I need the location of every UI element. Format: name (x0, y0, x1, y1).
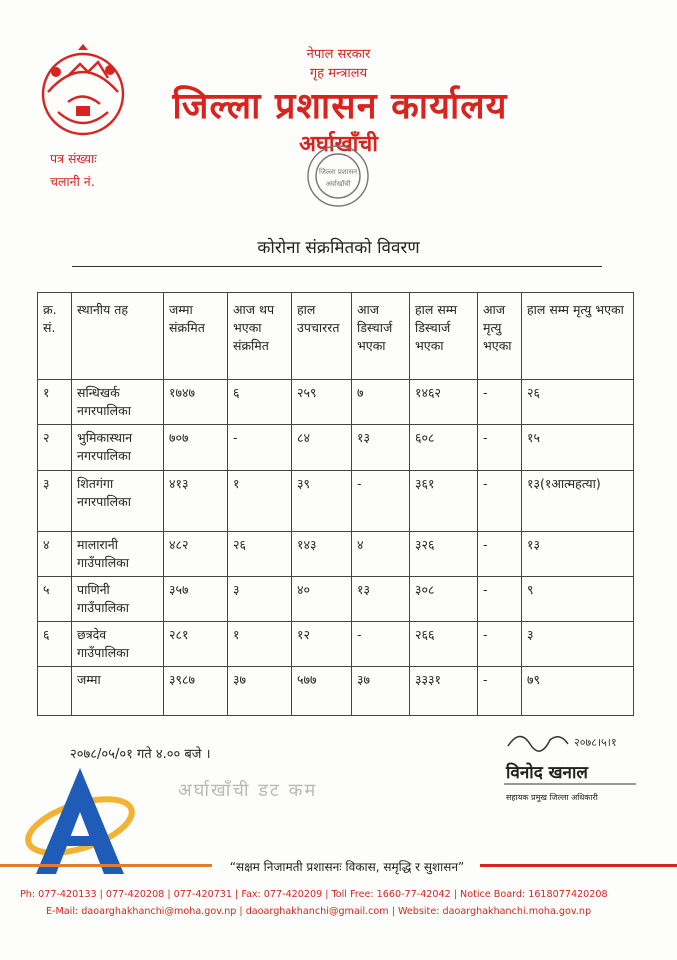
header-total-infected: जम्मा संक्रमित (164, 293, 228, 380)
header-under-treatment: हाल उपचाररत (292, 293, 352, 380)
contact-email-line: E-Mail: daoarghakhanchi@moha.gov.np | daoarghakhanchi@gmail.com | Website: daoarghakhanchi.moha.gov.np (46, 906, 592, 917)
cell-sn: ६ (38, 622, 72, 667)
cell-new-infected: १ (228, 470, 292, 531)
dispatch-number-label: चलानी नं. (50, 174, 95, 189)
cell-under-treatment: ८४ (292, 425, 352, 470)
document-title: कोरोना संक्रमितको विवरण (257, 238, 420, 258)
cell-deaths-today: - (478, 667, 522, 716)
cell-total-discharged: ३२६ (410, 531, 478, 576)
table-row (38, 576, 634, 621)
cell-new-infected: - (228, 425, 292, 470)
cell-sn: १ (38, 380, 72, 425)
table-row (38, 470, 634, 531)
cell-discharged-today: - (352, 622, 410, 667)
cell-deaths-today: - (478, 425, 522, 470)
cell-discharged-today: ३७ (352, 667, 410, 716)
cell-local-level: मालारानी गाउँपालिका (72, 531, 164, 576)
cell-total-discharged: ३०८ (410, 576, 478, 621)
cell-discharged-today: ४ (352, 531, 410, 576)
cell-new-infected: ६ (228, 380, 292, 425)
cell-total-deaths: १३(१आत्महत्या) (522, 470, 634, 531)
cell-new-infected: २६ (228, 531, 292, 576)
stamp-line-1: जिल्ला प्रशासन (318, 168, 358, 176)
district-name: अर्घाखाँची (299, 132, 378, 157)
signature-date: २०७८।५।१ (574, 736, 617, 749)
cell-sn (38, 667, 72, 716)
cell-sn: ५ (38, 576, 72, 621)
office-name: जिल्ला प्रशासन कार्यालय (172, 86, 508, 127)
ministry-name: गृह मन्त्रालय (309, 66, 368, 81)
cell-total-discharged: ६०८ (410, 425, 478, 470)
cell-total-discharged: ३३३१ (410, 667, 478, 716)
signatory-designation: सहायक प्रमुख जिल्ला अधिकारी (506, 793, 598, 802)
covid-cases-table (37, 292, 634, 716)
letter-number-label: पत्र संख्याः (50, 151, 97, 166)
office-motto: “सक्षम निजामती प्रशासनः विकास, समृद्धि र सुशासन” (229, 860, 465, 874)
cell-local-level: छत्रदेव गाउँपालिका (72, 622, 164, 667)
cell-total-infected: २८१ (164, 622, 228, 667)
cell-local-level: भुमिकास्थान नगरपालिका (72, 425, 164, 470)
watermark-text: अर्घाखाँची डट कम (178, 780, 318, 801)
cell-deaths-today: - (478, 470, 522, 531)
report-date: २०७८/०५/०१ गते ४.०० बजे । (70, 747, 211, 762)
cell-total-label: जम्मा (72, 667, 164, 716)
cell-new-infected: ३७ (228, 667, 292, 716)
header-sn: क्र. सं. (38, 293, 72, 380)
office-stamp-icon (292, 140, 384, 212)
cell-total-deaths: २६ (522, 380, 634, 425)
cell-under-treatment: ४० (292, 576, 352, 621)
contact-phone-line: Ph: 077-420133 | 077-420208 | 077-420731 | Fax: 077-420209 | Toll Free: 1660-77-42042 | Notice Board: 1618077420208 (20, 889, 608, 900)
cell-total-infected: ४८२ (164, 531, 228, 576)
stamp-line-2: अर्घाखाँची (325, 180, 351, 188)
cell-deaths-today: - (478, 576, 522, 621)
table-row (38, 622, 634, 667)
cell-new-infected: ३ (228, 576, 292, 621)
signature-scribble-icon (508, 736, 568, 751)
cell-total-discharged: १४६२ (410, 380, 478, 425)
cell-under-treatment: ५७७ (292, 667, 352, 716)
cell-under-treatment: १४३ (292, 531, 352, 576)
cell-deaths-today: - (478, 380, 522, 425)
cell-deaths-today: - (478, 622, 522, 667)
signature-block (496, 726, 646, 812)
cell-under-treatment: २५९ (292, 380, 352, 425)
cell-local-level: पाणिनी गाउँपालिका (72, 576, 164, 621)
cell-sn: ४ (38, 531, 72, 576)
cell-total-infected: १७४७ (164, 380, 228, 425)
cell-total-infected: ७०७ (164, 425, 228, 470)
cell-total-infected: ३९८७ (164, 667, 228, 716)
cell-total-infected: ४१३ (164, 470, 228, 531)
table-total-row (38, 667, 634, 716)
cell-total-deaths: १५ (522, 425, 634, 470)
cell-deaths-today: - (478, 531, 522, 576)
footer-rule-right (480, 864, 677, 867)
cell-local-level: शितगंगा नगरपालिका (72, 470, 164, 531)
title-underline (72, 266, 602, 267)
cell-discharged-today: १३ (352, 425, 410, 470)
cell-total-deaths: ९ (522, 576, 634, 621)
header-deaths-today: आज मृत्यु भएका (478, 293, 522, 380)
cell-under-treatment: १२ (292, 622, 352, 667)
cell-total-deaths: १३ (522, 531, 634, 576)
cell-discharged-today: ७ (352, 380, 410, 425)
table-header-row (38, 293, 634, 380)
watermark-logo-icon (18, 756, 142, 880)
cell-local-level: सन्धिखर्क नगरपालिका (72, 380, 164, 425)
footer-rule-left (0, 864, 212, 867)
cell-new-infected: १ (228, 622, 292, 667)
cell-sn: २ (38, 425, 72, 470)
cell-total-deaths: ३ (522, 622, 634, 667)
cell-total-infected: ३५७ (164, 576, 228, 621)
cell-total-discharged: ३६१ (410, 470, 478, 531)
table-row (38, 531, 634, 576)
government-name: नेपाल सरकार (306, 47, 371, 62)
header-discharged-today: आज डिस्चार्ज भएका (352, 293, 410, 380)
header-total-deaths: हाल सम्म मृत्यु भएका (522, 293, 634, 380)
header-local-level: स्थानीय तह (72, 293, 164, 380)
table-row (38, 425, 634, 470)
cell-discharged-today: - (352, 470, 410, 531)
header-new-infected-today: आज थप भएका संक्रमित (228, 293, 292, 380)
table-row (38, 380, 634, 425)
header-total-discharged: हाल सम्म डिस्चार्ज भएका (410, 293, 478, 380)
cell-total-discharged: २६६ (410, 622, 478, 667)
cell-sn: ३ (38, 470, 72, 531)
cell-discharged-today: १३ (352, 576, 410, 621)
cell-under-treatment: ३९ (292, 470, 352, 531)
signatory-name: विनोद खनाल (506, 763, 588, 783)
cell-total-deaths: ७९ (522, 667, 634, 716)
